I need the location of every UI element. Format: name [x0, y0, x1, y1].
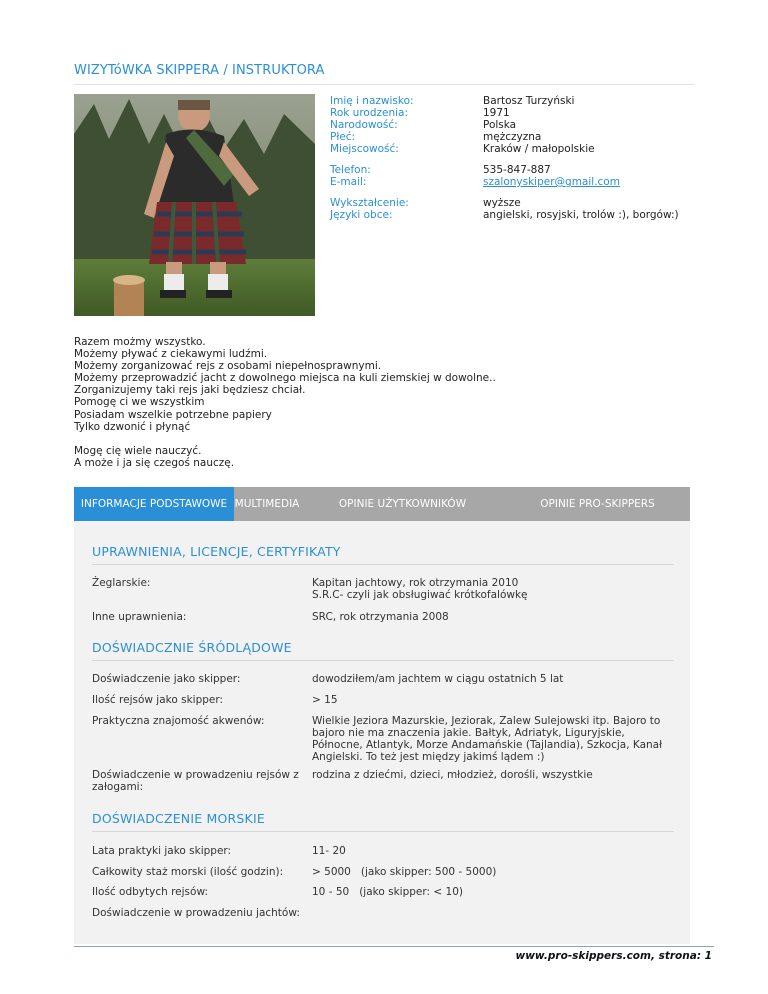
- value-city: Kraków / małopolskie: [483, 143, 595, 155]
- personal-data-values: [483, 95, 595, 155]
- section-divider: [92, 831, 674, 832]
- education-labels: [330, 197, 483, 221]
- row-label: Całkowity staż morski (ilość godzin):: [92, 866, 284, 878]
- about-line: Możemy zorganizować rejs z osobami niepełnosprawnymi.: [74, 360, 382, 373]
- education-group: [330, 197, 700, 221]
- section-title-sea: DOŚWIADCZENIE MORSKIE: [92, 811, 265, 826]
- education-values: [483, 197, 679, 221]
- profile-info: [330, 95, 700, 230]
- row-label: Doświadczenie jako skipper:: [92, 673, 241, 685]
- label-full-name: Imię i nazwisko:: [330, 95, 414, 107]
- row-value: Kapitan jachtowy, rok otrzymania 2010 S.R.C- czyli jak obsługiwać krótkofalówkę: [312, 577, 528, 601]
- label-education: Wykształcenie:: [330, 197, 409, 209]
- table-row: [92, 769, 674, 793]
- label-birth-year: Rok urodzenia:: [330, 107, 409, 119]
- personal-data-group: [330, 95, 700, 155]
- skipper-photo-image: [74, 94, 315, 316]
- table-row: [92, 845, 674, 857]
- about-line: Zorganizujemy taki rejs jaki będziesz chciał.: [74, 384, 306, 397]
- row-value: > 15: [312, 694, 338, 706]
- tab-basic-info[interactable]: INFORMACJE PODSTAWOWE: [74, 487, 234, 521]
- value-birth-year: 1971: [483, 107, 510, 119]
- table-row: [92, 886, 674, 898]
- about-gap: [74, 433, 694, 445]
- label-languages: Języki obce:: [330, 209, 393, 221]
- label-city: Miejscowość:: [330, 143, 399, 155]
- tab-multimedia[interactable]: MULTIMEDIA: [234, 498, 300, 510]
- contact-group: [330, 164, 700, 188]
- about-line: Tylko dzwonić i płynąć: [74, 420, 191, 433]
- section-divider: [92, 564, 674, 565]
- section-divider: [92, 660, 674, 661]
- value-nationality: Polska: [483, 119, 517, 131]
- table-row: [92, 611, 674, 623]
- email-link[interactable]: szalonyskiper@gmail.com: [483, 176, 620, 188]
- row-label: Doświadczenie w prowadzeniu rejsów z załogami:: [92, 769, 299, 793]
- table-row: [92, 715, 674, 763]
- value-gender: mężczyzna: [483, 131, 542, 143]
- about-line: Możemy przeprowadzić jacht z dowolnego miejsca na kuli ziemskiej w dowolne..: [74, 372, 496, 385]
- about-line: Razem możmy wszystko.: [74, 336, 206, 348]
- row-label: Praktyczna znajomość akwenów:: [92, 715, 265, 727]
- about-line: A może i ja się czegoś nauczę.: [74, 456, 235, 469]
- label-nationality: Narodowość:: [330, 119, 398, 131]
- tab-user-reviews[interactable]: OPINIE UŻYTKOWNIKÓW: [338, 498, 467, 510]
- value-education: wyższe: [483, 197, 521, 209]
- contact-labels: [330, 164, 483, 188]
- skipper-photo: [74, 94, 315, 316]
- tab-content-panel: [74, 521, 690, 944]
- value-phone: 535-847-887: [483, 164, 551, 176]
- row-value: Wielkie Jeziora Mazurskie, Jeziorak, Zalew Sulejowski itp. Bajoro to bajoro nie ma znaczenia jakie. Bałtyk, Adriatyk, Liguryjskie, Północne, Atlantyk, Morze Andamańskie (Tajlandia), Szkocja, Kanał Angielski. To też jest między jakimś lądem :): [312, 715, 663, 763]
- table-row: [92, 907, 674, 919]
- section-title-licenses: UPRAWNIENIA, LICENCJE, CERTYFIKATY: [92, 544, 341, 559]
- contact-values: [483, 164, 620, 188]
- row-value: dowodziłem/am jachtem w ciągu ostatnich 5 lat: [312, 673, 564, 685]
- row-label: Ilość odbytych rejsów:: [92, 886, 208, 898]
- label-email: E-mail:: [330, 176, 367, 188]
- value-languages: angielski, rosyjski, trolów :), borgów:): [483, 209, 679, 221]
- row-value: 10 - 50 (jako skipper: < 10): [312, 886, 463, 898]
- page-title: WIZYTóWKA SKIPPERA / INSTRUKTORA: [74, 63, 325, 78]
- tab-pro-skippers-reviews[interactable]: OPINIE PRO-SKIPPERS: [540, 498, 655, 510]
- about-line: Możemy pływać z ciekawymi ludźmi.: [74, 348, 268, 361]
- row-value: > 5000 (jako skipper: 500 - 5000): [312, 866, 497, 878]
- row-value: 11- 20: [312, 845, 346, 857]
- table-row: [92, 577, 674, 601]
- footer-divider: [74, 946, 714, 947]
- row-label: Lata praktyki jako skipper:: [92, 845, 232, 857]
- tab-bar: [74, 487, 690, 521]
- table-row: [92, 673, 674, 685]
- footer-page-info: www.pro-skippers.com, strona: 1: [515, 950, 712, 962]
- row-label: Ilość rejsów jako skipper:: [92, 694, 224, 706]
- table-row: [92, 694, 674, 706]
- about-line: Mogę cię wiele nauczyć.: [74, 444, 202, 457]
- row-label: Inne uprawnienia:: [92, 611, 187, 623]
- title-divider: [74, 84, 694, 85]
- personal-data-labels: [330, 95, 483, 155]
- row-label: Doświadczenie w prowadzeniu jachtów:: [92, 907, 300, 919]
- label-gender: Płeć:: [330, 131, 356, 143]
- section-title-inland: DOŚWIADCZNIE ŚRÓDLĄDOWE: [92, 640, 292, 655]
- table-row: [92, 866, 674, 878]
- row-value: rodzina z dziećmi, dzieci, młodzież, dorośli, wszystkie: [312, 769, 593, 781]
- about-line: Posiadam wszelkie potrzebne papiery: [74, 408, 272, 421]
- row-value: SRC, rok otrzymania 2008: [312, 611, 449, 623]
- about-line: Pomogę ci we wszystkim: [74, 396, 205, 409]
- row-label: Żeglarskie:: [92, 577, 151, 589]
- value-full-name: Bartosz Turzyński: [483, 95, 575, 107]
- about-text: [74, 336, 694, 469]
- row-value: [336, 907, 674, 919]
- label-phone: Telefon:: [330, 164, 371, 176]
